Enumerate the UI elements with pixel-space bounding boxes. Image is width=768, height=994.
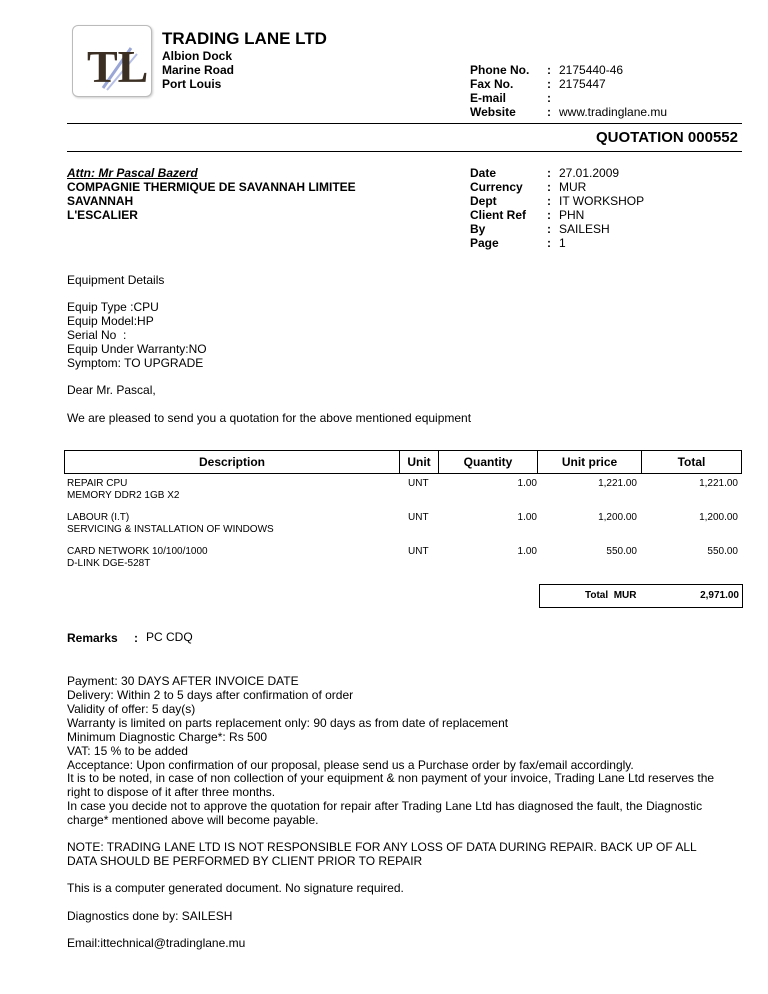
total-label: Total MUR: [585, 590, 637, 601]
item-description: REPAIR CPU: [67, 478, 128, 489]
logo-graphic: [73, 26, 151, 96]
colon: :: [547, 208, 551, 222]
by-label: By: [470, 222, 486, 236]
remarks-colon: :: [134, 631, 138, 645]
generated-notice: This is a computer generated document. No signature required.: [67, 881, 404, 895]
item-unit-price: 550.00: [606, 546, 637, 557]
item-quantity: 1.00: [517, 478, 537, 489]
website-value: www.tradinglane.mu: [559, 105, 668, 119]
terms-line: VAT: 15 % to be added: [67, 744, 188, 758]
client-line: COMPAGNIE THERMIQUE DE SAVANNAH LIMITEE: [67, 180, 356, 194]
diagnostics-by: Diagnostics done by: SAILESH: [67, 909, 233, 923]
address-line: Port Louis: [162, 77, 222, 91]
company-name: TRADING LANE LTD: [162, 29, 327, 48]
remarks-label: Remarks: [67, 631, 118, 645]
phone-label: Phone No.: [470, 63, 530, 77]
colon: :: [547, 63, 551, 77]
item-description: LABOUR (I.T): [67, 512, 130, 523]
item-quantity: 1.00: [517, 512, 537, 523]
col-header-unit-price: Unit price: [538, 451, 642, 474]
colon: :: [547, 77, 551, 91]
address-line: Albion Dock: [162, 49, 233, 63]
terms-line: Validity of offer: 5 day(s): [67, 702, 196, 716]
item-total: 550.00: [707, 546, 738, 557]
colon: :: [547, 236, 551, 250]
dept-value: IT WORKSHOP: [559, 194, 645, 208]
terms-line: Acceptance: Upon confirmation of our proposal, please send us a Purchase order by fax/email accordingly.: [67, 758, 634, 772]
col-header-quantity: Quantity: [439, 451, 538, 474]
client-attn: Attn: Mr Pascal Bazerd: [67, 166, 198, 180]
dept-label: Dept: [470, 194, 497, 208]
terms-line: Delivery: Within 2 to 5 days after confirmation of order: [67, 688, 354, 702]
item-description: CARD NETWORK 10/100/1000: [67, 546, 208, 557]
item-total: 1,200.00: [699, 512, 738, 523]
colon: :: [547, 222, 551, 236]
page-label: Page: [470, 236, 499, 250]
currency-value: MUR: [559, 180, 587, 194]
item-unit-price: 1,200.00: [598, 512, 637, 523]
client-line: SAVANNAH: [67, 194, 134, 208]
total-box: [539, 584, 743, 608]
equipment-line: Symptom: TO UPGRADE: [67, 356, 204, 370]
terms-line: Warranty is limited on parts replacement only: 90 days as from date of replacement: [67, 716, 509, 730]
fax-label: Fax No.: [470, 77, 514, 91]
contact-email: Email:ittechnical@tradinglane.mu: [67, 936, 246, 950]
by-value: SAILESH: [559, 222, 610, 236]
item-quantity: 1.00: [517, 546, 537, 557]
divider: [67, 123, 742, 124]
client-ref-label: Client Ref: [470, 208, 527, 222]
col-header-description: Description: [65, 451, 400, 474]
terms-line: Minimum Diagnostic Charge*: Rs 500: [67, 730, 268, 744]
fax-value: 2175447: [559, 77, 606, 91]
svg-text:TL: TL: [87, 41, 149, 92]
item-unit: UNT: [408, 512, 429, 523]
equipment-line: Equip Model:HP: [67, 314, 154, 328]
phone-value: 2175440-46: [559, 63, 624, 77]
terms-line: Payment: 30 DAYS AFTER INVOICE DATE: [67, 674, 299, 688]
item-total: 1,221.00: [699, 478, 738, 489]
remarks-value: PC CDQ: [146, 630, 193, 644]
intro-text: We are pleased to send you a quotation for the above mentioned equipment: [67, 411, 472, 425]
total-value: 2,971.00: [700, 590, 739, 601]
col-header-unit: Unit: [400, 451, 439, 474]
terms-line: It is to be noted, in case of non collection of your equipment & non payment of your invoice, Trading Lane Ltd reserves the: [67, 771, 715, 785]
colon: :: [547, 180, 551, 194]
item-unit-price: 1,221.00: [598, 478, 637, 489]
colon: :: [547, 105, 551, 119]
note-line: DATA SHOULD BE PERFORMED BY CLIENT PRIOR TO REPAIR: [67, 854, 423, 868]
terms-line: charge* mentioned above will become payable.: [67, 813, 319, 827]
website-label: Website: [470, 105, 516, 119]
terms-line: right to dispose of it after three months.: [67, 785, 276, 799]
item-description-detail: MEMORY DDR2 1GB X2: [67, 490, 180, 501]
colon: :: [547, 91, 551, 105]
date-value: 27.01.2009: [559, 166, 620, 180]
client-line: L'ESCALIER: [67, 208, 138, 222]
date-label: Date: [470, 166, 497, 180]
note-line: NOTE: TRADING LANE LTD IS NOT RESPONSIBLE FOR ANY LOSS OF DATA DURING REPAIR. BACK UP OF ALL: [67, 840, 697, 854]
equipment-heading: Equipment Details: [67, 273, 165, 287]
currency-label: Currency: [470, 180, 523, 194]
col-header-total: Total: [642, 451, 742, 474]
equipment-line: Serial No :: [67, 328, 127, 342]
item-description-detail: D-LINK DGE-528T: [67, 558, 151, 569]
equipment-line: Equip Under Warranty:NO: [67, 342, 207, 356]
quotation-title: QUOTATION 000552: [596, 129, 738, 146]
equipment-line: Equip Type :CPU: [67, 300, 159, 314]
client-ref-value: PHN: [559, 208, 585, 222]
terms-line: In case you decide not to approve the quotation for repair after Trading Lane Ltd has diagnosed the fault, the Diagnostic: [67, 799, 703, 813]
address-line: Marine Road: [162, 63, 235, 77]
greeting: Dear Mr. Pascal,: [67, 383, 156, 397]
company-logo: [72, 25, 152, 97]
item-unit: UNT: [408, 478, 429, 489]
email-label: E-mail: [470, 91, 507, 105]
item-unit: UNT: [408, 546, 429, 557]
items-table-header: [64, 450, 742, 474]
divider: [67, 151, 742, 152]
colon: :: [547, 194, 551, 208]
colon: :: [547, 166, 551, 180]
page-value: 1: [559, 236, 566, 250]
item-description-detail: SERVICING & INSTALLATION OF WINDOWS: [67, 524, 274, 535]
